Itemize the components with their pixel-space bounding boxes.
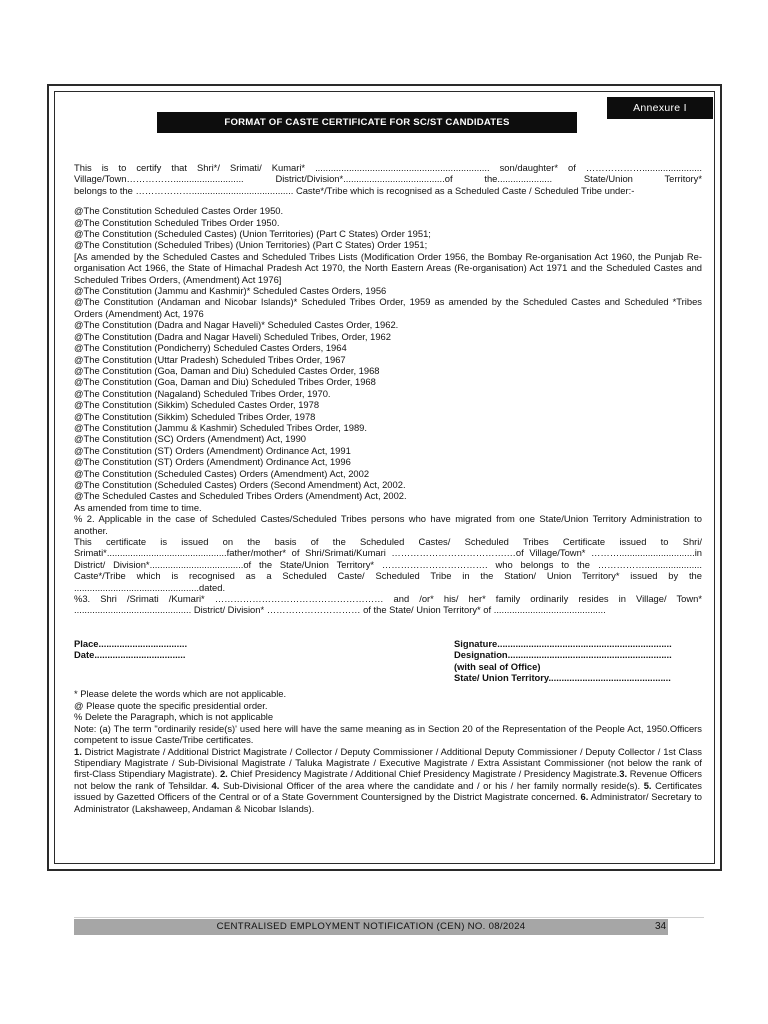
officer-number: 2. (219, 768, 228, 780)
note-item: * Please delete the words which are not applicable. (74, 688, 287, 700)
order-item: @The Constitution (Dadra and Nagar Haveli)* Scheduled Castes Order, 1962. (74, 319, 399, 331)
certificate-body (74, 162, 702, 814)
order-item: @The Constitution Scheduled Castes Order 1950. (74, 205, 284, 217)
order-item: @The Constitution (Sikkim) Scheduled Castes Order, 1978 (74, 399, 320, 411)
order-item: As amended from time to time. (74, 501, 202, 513)
signature-left-column (74, 638, 274, 684)
officer-text: District Magistrate / Additional District Magistrate / Collector / Deputy Commissioner / Additional Deputy Commissioner / Deputy Collector / 1st Class Stipendiary Magistrate / Sub-Divisional Magistrate / Taluka Magistrate / Executive Magistrate / Extra Assistant Commissioner (not below the rank of first-Class Stipendiary Magistrate). (74, 745, 702, 780)
order-item: @The Constitution (Scheduled Castes) Orders (Amendment) Act, 2002 (74, 467, 370, 479)
order-item: @The Constitution (Scheduled Castes) Orders (Second Amendment) Act, 2002. (74, 478, 406, 490)
designation-field: Designation............................................................... (454, 649, 672, 661)
spacer (74, 196, 702, 205)
officer-text: Revenue Officers not below the rank of Tehsildar. (74, 768, 702, 791)
document-title: FORMAT OF CASTE CERTIFICATE FOR SC/ST CANDIDATES (157, 112, 577, 133)
order-item: @The Constitution (ST) Orders (Amendment) Ordinance Act, 1991 (74, 444, 351, 456)
officer-text: Administrator/ Secretary to Administrator (Lakshaweep, Andaman & Nicobar Islands). (74, 791, 703, 814)
signature-right-column (454, 638, 702, 684)
signature-block (74, 638, 702, 684)
paragraph-3: %3. Shri /Srimati /Kumari* ……………………………………………… and /or* his/ her* family ordinarily resides in Village/ Town* ............................................. District/ Division* ………………………… of the State/ Union Territory* of ........................................... (74, 593, 702, 616)
officer-number: 3. (619, 768, 628, 780)
order-item: @The Constitution (Goa, Daman and Diu) Scheduled Castes Order, 1968 (74, 364, 380, 376)
order-item: @The Constitution (Sikkim) Scheduled Tribes Order, 1978 (74, 410, 316, 422)
annexure-label: Annexure I (607, 97, 713, 119)
officers-list (74, 746, 702, 814)
signature-field: Signature................................................................... (454, 637, 672, 649)
page-number: 34 (655, 921, 667, 932)
state-field: State/ Union Territory............................................... (454, 672, 671, 684)
officer-number: 5. (643, 779, 652, 791)
order-item: @The Constitution (Uttar Pradesh) Scheduled Tribes Order, 1967 (74, 353, 346, 365)
order-item: @The Constitution (Scheduled Castes) (Union Territories) (Part C States) Order 1951; (74, 228, 431, 240)
footer-notification-text: CENTRALISED EMPLOYMENT NOTIFICATION (CEN) NO. 08/2024 (216, 921, 526, 932)
order-item: @The Constitution (Dadra and Nagar Haveli) Scheduled Tribes, Order, 1962 (74, 330, 391, 342)
order-item: [As amended by the Scheduled Castes and Scheduled Tribes Lists (Modification Order 1956, the Bombay Re-organisation Act 1960, the Punjab Re-organisation Act 1966, the State of Himachal Pradesh Act 1970, the North Eastern Areas (Re-organisation) Act 1971 and the Scheduled Castes and Scheduled Tribes Orders, (Amendment) Act 1976] (74, 250, 702, 285)
note-item: @ Please quote the specific presidential order. (74, 699, 268, 711)
order-item: @The Constitution Scheduled Tribes Order 1950. (74, 216, 280, 228)
intro-line: Village/Town……………........................... District/Division*.......................................of the..................... State/Union Territory* (74, 173, 702, 185)
paragraph-2: % 2. Applicable in the case of Scheduled Castes/Scheduled Tribes persons who have migrated from one State/Union Territory Administration to another. (74, 513, 702, 536)
note-item: Note: (a) The term "ordinarily reside(s)' used here will have the same meaning as in Section 20 of the Representation of the People Act, 1950.Officers competent to issue Caste/Tribe certificates. (74, 722, 702, 746)
orders-list (74, 205, 702, 513)
intro-line: This is to certify that Shri*/ Srimati/ Kumari* ................................................................... son/daughter* of ………………....................... (74, 162, 702, 173)
note-item: % Delete the Paragraph, which is not applicable (74, 711, 274, 723)
order-item: @The Constitution (Pondicherry) Scheduled Castes Orders, 1964 (74, 342, 347, 354)
notes-section (74, 688, 702, 813)
footer-rule (74, 917, 704, 918)
order-item: @The Scheduled Castes and Scheduled Tribes Orders (Amendment) Act, 2002. (74, 490, 407, 502)
order-item: @The Constitution (Andaman and Nicobar Islands)* Scheduled Tribes Order, 1959 as amended by the Scheduled Castes and Scheduled *Tribes Orders (Amendment) Act, 1976 (74, 296, 702, 319)
order-item: @The Constitution (Nagaland) Scheduled Tribes Order, 1970. (74, 387, 331, 399)
spacer (74, 616, 702, 638)
officer-number: 6. (580, 791, 589, 803)
intro-line: belongs to the ………………....................................... Caste*/Tribe which is recognised as a Scheduled Caste / Scheduled Tribe under:- (74, 184, 635, 196)
seal-note: (with seal of Office) (454, 660, 541, 672)
officer-text: Certificates issued by Gazetted Officers of the Central or of a State Government Countersigned by the District Magistrate concerned. (74, 779, 702, 803)
paragraph-issued: This certificate is issued on the basis of the Scheduled Castes/ Scheduled Tribes Certificate issued to Shri/ Srimati*..............................................father/mother* of Shri/Srimati/Kumari ……………………………….…of Village/Town* ……….............................in District/ Division*....................................of the State/Union Territory* ……………………………. who belongs to the ……………...................... Caste*/Tribe which is recognised as a Scheduled Caste/ Scheduled Tribe in the Station/ Union Territory* issued by the ................................................dated. (74, 536, 702, 593)
order-item: @The Constitution (ST) Orders (Amendment) Ordinance Act, 1996 (74, 456, 351, 468)
order-item: @The Constitution (Scheduled Tribes) (Union Territories) (Part C States) Order 1951; (74, 239, 428, 251)
order-item: @The Constitution (SC) Orders (Amendment) Act, 1990 (74, 433, 307, 445)
officer-text: Chief Presidency Magistrate / Additional Chief Presidency Magistrate / Presidency Magistrate. (227, 768, 620, 780)
order-item: @The Constitution (Goa, Daman and Diu) Scheduled Tribes Order, 1968 (74, 376, 376, 388)
officer-number: 4. (211, 779, 220, 791)
officer-text: Sub-Divisional Officer of the area where the candidate and / or his / her family normally reside(s). (219, 779, 644, 791)
order-item: @The Constitution (Jammu and Kashmir)* Scheduled Castes Orders, 1956 (74, 285, 387, 297)
officer-number: 1. (74, 745, 82, 757)
date-field: Date................................... (74, 649, 186, 661)
order-item: @The Constitution (Jammu & Kashmir) Scheduled Tribes Order, 1989. (74, 421, 367, 433)
place-field: Place.................................. (74, 637, 188, 649)
